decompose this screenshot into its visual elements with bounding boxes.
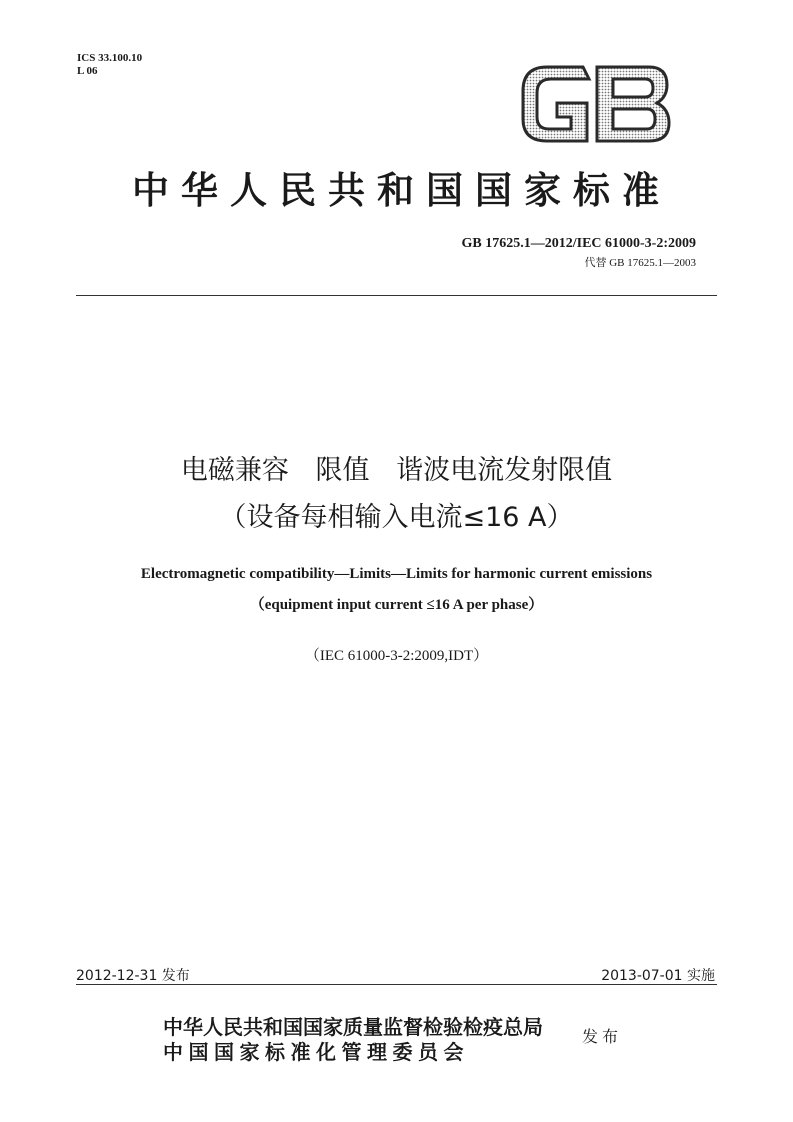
title-en-line2: （equipment input current ≤16 A per phase） bbox=[249, 597, 544, 613]
implementation-date: 2013-07-01 实施 bbox=[601, 968, 715, 984]
ics-code: ICS 33.100.10 bbox=[77, 52, 143, 64]
title-zh-line2: （设备每相输入电流≤16 A） bbox=[219, 502, 574, 533]
national-standard-heading: 中华人民共和国国家标准 bbox=[132, 169, 671, 212]
footer-divider bbox=[76, 984, 717, 985]
publisher-sac: 中国国家标准化管理委员会 bbox=[163, 1040, 469, 1064]
standard-number: GB 17625.1—2012/IEC 61000-3-2:2009 bbox=[461, 236, 696, 251]
header-divider bbox=[76, 295, 717, 296]
equivalence-note: （IEC 61000-3-2:2009,IDT） bbox=[304, 648, 489, 664]
publisher-aqsiq: 中华人民共和国国家质量监督检验检疫总局 bbox=[163, 1015, 543, 1039]
supersedes-note: 代替 GB 17625.1—2003 bbox=[584, 257, 696, 269]
classification-codes bbox=[77, 52, 142, 78]
ccs-code: L 06 bbox=[77, 65, 98, 77]
gb-logo bbox=[517, 61, 675, 147]
issue-date: 2012-12-31 发布 bbox=[76, 968, 190, 984]
publish-label: 发布 bbox=[582, 1027, 623, 1046]
title-zh-line1: 电磁兼容 限值 谐波电流发射限值 bbox=[180, 455, 613, 486]
title-en-line1: Electromagnetic compatibility—Limits—Limits for harmonic current emissions bbox=[140, 566, 653, 582]
